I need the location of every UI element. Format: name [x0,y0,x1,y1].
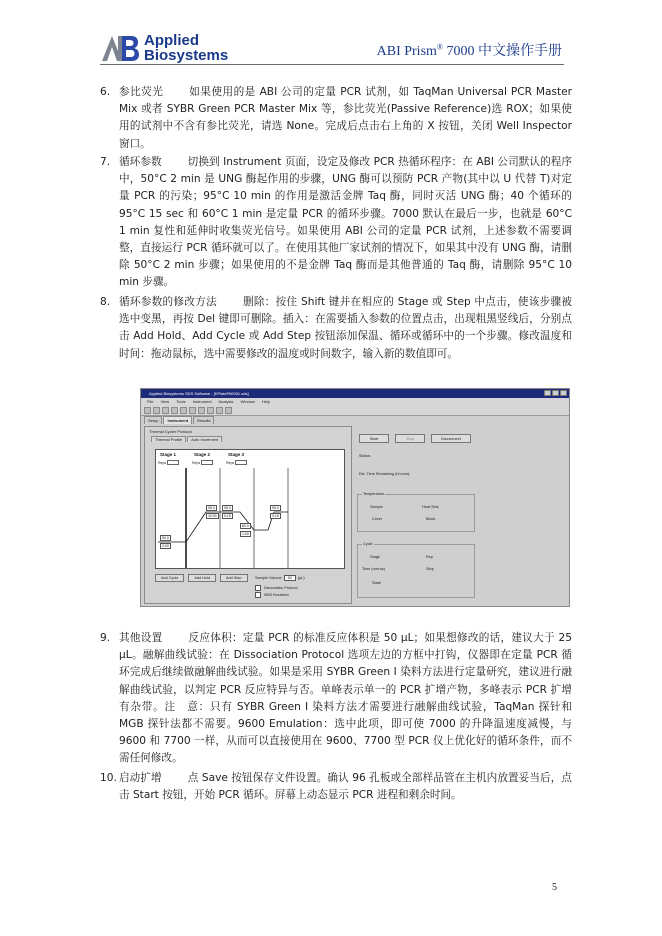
save-icon[interactable] [162,407,169,414]
temp-value[interactable]: 95.0 [224,506,231,510]
temp-value[interactable]: 95.0 [208,506,215,510]
rep-label: Rep [426,555,433,559]
menu-tools[interactable]: Tools [176,399,186,404]
copy-icon[interactable] [180,407,187,414]
item-text: 如果使用的是 ABI 公司的定量 PCR 试剂，如 TaqMan Universal PCR Master Mix 或者 SYBR Green PCR Master Mix 等，参比荧光(Passive Reference)选 ROX；如果使用的试剂中不含有参比荧光，请选 None。完成后点击右上角的 X 按钮，关闭 Well Inspector 窗口。 [119,86,573,150]
state-label: State [372,581,381,585]
block-label: Block [426,517,436,521]
item-number: 6. [100,86,111,98]
tab-auto-increment[interactable]: Auto Increment [187,436,222,442]
new-file-icon[interactable] [144,407,151,414]
print-icon[interactable] [171,407,178,414]
run-icon[interactable] [216,407,223,414]
toolbar [141,406,569,416]
item-text: 删除：按住 Shift 键并在相应的 Stage 或 Step 中点击，使该步骤被选中变黑，再按 Del 键即可删除。插入：在需要插入参数的位置点击，出现粗黑竖线后，分别点击 Add Hold、Add Cycle 或 Add Step 按钮添加保温、循环或循环中的一个步骤。修改温度和时间：拖动鼠标，选中需要修改的温度或时间数字，输入新的数值即可。 [119,296,573,360]
item-term: 启动扩增 [119,772,162,784]
menu-view[interactable]: View [160,399,170,404]
status-label: Status: [359,454,371,458]
page-number: 5 [552,882,557,893]
heat-sink-label: Heat Sink [422,505,439,509]
item-number: 10. [100,772,117,784]
step-label: Step [426,567,434,571]
dissociation-protocol-checkbox[interactable]: Dissociation Protocol [255,586,298,590]
tab-setup[interactable]: Setup [144,416,162,424]
top-tabs [141,416,569,424]
header-rule [100,64,564,65]
panel-title: Thermal Cycler Protocol [149,429,192,434]
item-number: 9. [100,632,111,644]
chart-icon[interactable] [207,407,214,414]
reps-label: Reps [158,460,167,465]
registered-mark: ® [436,42,443,52]
temperature-group-title: Temperature [363,492,385,496]
ab-logo-icon [100,33,142,63]
item-number: 8. [100,296,111,308]
cycle-group-title: Cycle [363,542,373,546]
stage-3-label: Stage 3 [228,452,245,457]
add-cycle-button[interactable]: Add Cycle [155,574,184,582]
sample-volume-unit: (µL) [297,576,305,580]
time-value[interactable]: 0:15 [272,514,279,518]
item-text: 点 Save 按钮保存文件设置。确认 96 孔板或全部样品管在主机内放置妥当后，点击 Start 按钮，开始 PCR 循环。屏幕上动态显示 PCR 进程和剩余时间。 [119,772,572,802]
protocol-options [255,585,298,599]
tab-thermal-profile[interactable]: Thermal Profile [151,436,186,442]
emulation-9600-checkbox[interactable]: 9600 Emulation [255,593,289,597]
item-text: 反应体积：定量 PCR 的标准反应体积是 50 µL；如果想修改的话，建议大于 25 µL。融解曲线试验：在 Dissociation Protocol 选项左边的方框中打钩，仪器即在定量 PCR 循环完成后继续做融解曲线试验。如果是采用 SYBR Green I 染料方法进行定量研究，建议进行融解曲线试验，以判定 PCR 反应特异与否。单峰表示单一的 PCR 扩增产物，多峰表示 PCR 扩增有杂带。注 意：只有 SYBR Green I 染料方法才需要进行融解曲线试验，TaqMan 探针和 MGB 探针法都不需要。9600 Emulation：选中此项，即可使 7000 的升降温速度减慢，与 9600 和 7700 一样，从而可以直接使用在 9600、7700 型 PCR 仪上优化好的循环条件，而不需任何修改。 [119,632,572,765]
list-item-8 [100,294,572,363]
item-number: 7. [100,156,111,168]
inner-tabs [145,436,351,442]
time-value[interactable]: 2:00 [162,544,169,548]
item-text: 切换到 Instrument 页面，设定及修改 PCR 热循环程序：在 ABI 公司默认的程序中，50°C 2 min 是 UNG 酶起作用的步骤，UNG 酶可以预防 PCR 产物(其中以 U 代替 T)对定量 PCR 的污染；95°C 10 min 的作用是激活金牌 Taq 酶，同时灭活 UNG 酶；40 个循环的 95°C 15 sec 和 60°C 1 min 是定量 PCR 的循环步骤。7000 默认在最后一步，也就是 60°C 1 min 复性和延伸时收集荧光信号。如果使用 ABI 公司的定量 PCR 试剂，上述参数不需要调整，直接运行 PCR 循环就可以了。在使用其他厂家试剂的情况下，如果其中没有 UNG 酶，请删除 50°C 2 min 步骤；如果使用的不是金牌 Taq 酶而是其他普通的 Taq 酶，请删除 95°C 10 min 步骤。 [119,156,572,289]
sample-temp-label: Sample [370,505,383,509]
temp-value[interactable]: 60.0 [242,524,249,528]
disconnect-button[interactable]: Disconnect [431,434,471,443]
time-remaining-label: Est. Time Remaining (hh:mm): [359,472,411,476]
cycle-group [357,544,475,598]
item-term: 循环参数的修改方法 [119,296,217,308]
menu-window[interactable]: Window [240,399,255,404]
item-term: 参比荧光 [119,86,164,98]
add-hold-button[interactable]: Add Hold [188,574,216,582]
sample-volume-input[interactable]: 50 [284,575,296,581]
logo-text [144,33,228,63]
temp-value[interactable]: 50.0 [162,536,169,540]
logo-line-biosystems: Biosystems [144,47,229,64]
menubar [141,398,569,406]
list-item-6 [100,84,572,153]
stage-2-label: Stage 2 [194,452,211,457]
menu-instrument[interactable]: Instrument [192,399,212,404]
temp-value[interactable]: 95.0 [272,506,279,510]
menu-help[interactable]: Help [261,399,271,404]
temperature-profile-line [156,450,346,570]
sds-software-screenshot [140,388,570,607]
thermal-cycler-panel [144,426,352,604]
thermal-profile-plot[interactable] [155,449,345,569]
menu-file[interactable]: File [147,399,154,404]
help-icon[interactable] [225,407,232,414]
start-button[interactable]: Start [359,434,389,443]
window-titlebar [141,389,569,398]
header-title [377,40,562,60]
reps-label: Reps [226,460,235,465]
header-title-rest: 7000 中文操作手册 [443,44,562,59]
time-value[interactable]: 1:00 [242,532,249,536]
window-title: Applied Biosystems SDS Software - [KPlatePlt0001.sds] [149,391,249,396]
stage-1-label: Stage 1 [160,452,177,457]
minimize-icon[interactable] [544,390,551,396]
sample-volume-label: Sample Volume [255,576,282,580]
paste-icon[interactable] [189,407,196,414]
list-item-9 [100,630,572,768]
run-status-panel [355,426,565,604]
time-mmss-label: Time (mm:ss) [362,567,386,571]
sample-volume [255,575,305,581]
logo-line-applied: Applied [144,32,199,49]
item-term: 循环参数 [119,156,162,168]
list-item-10 [100,770,572,804]
time-value[interactable]: 0:15 [224,514,231,518]
list-item-7 [100,154,572,292]
maximize-icon[interactable] [552,390,559,396]
temperature-group [357,494,475,532]
open-file-icon[interactable] [153,407,160,414]
menu-analysis[interactable]: Analysis [218,399,234,404]
reps-label: Reps [192,460,201,465]
tab-instrument[interactable]: Instrument [163,416,192,424]
header-brand: ABI Prism [376,44,437,59]
item-term: 其他设置 [119,632,163,644]
window-controls [544,390,567,396]
time-value[interactable]: 10:00 [208,514,217,518]
stage-label: Stage [370,555,380,559]
close-icon[interactable] [560,390,567,396]
stop-button[interactable]: Stop [395,434,425,443]
company-logo [100,31,230,67]
tab-results[interactable]: Results [193,416,214,424]
grid-icon[interactable] [198,407,205,414]
cover-label: Cover [372,517,383,521]
protocol-buttons [155,574,248,582]
add-step-button[interactable]: Add Step [220,574,248,582]
